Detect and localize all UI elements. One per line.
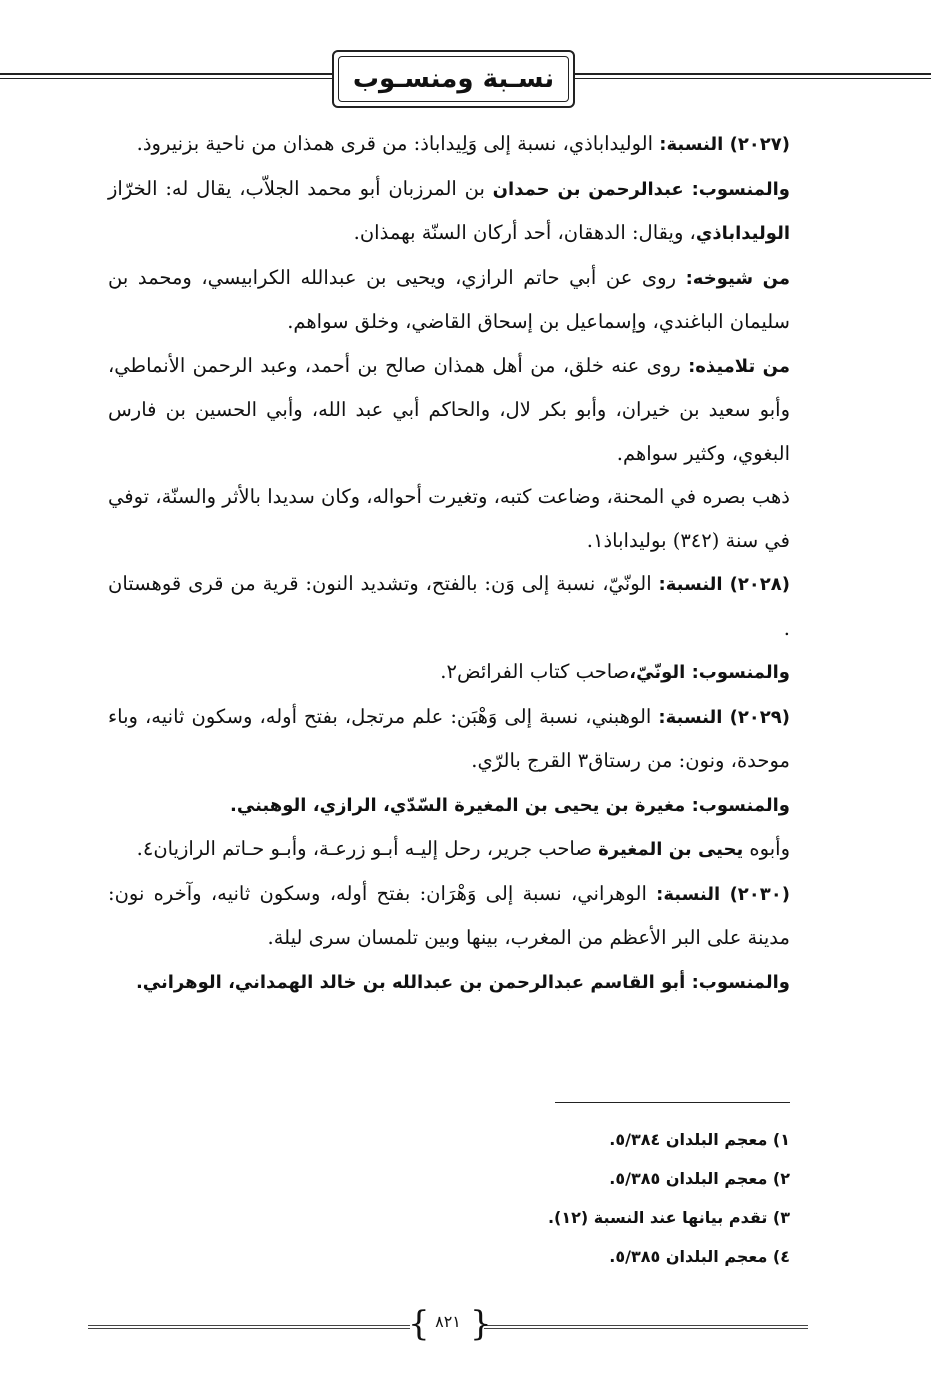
paragraph-lead: (٢٠٣٠) النسبة: xyxy=(656,883,790,905)
paragraph-text: صاحب جرير، رحل إليـه أبـو زرعـة، وأبـو حـاتم الرازيان٤. xyxy=(136,837,599,860)
footnote: ٢) معجم البلدان ٥/٣٨٥. xyxy=(609,1169,790,1188)
page-title: نسـبة ومنسـوب xyxy=(338,56,569,102)
header-rule-right xyxy=(575,73,931,79)
paragraph xyxy=(108,872,790,960)
right-brace-ornament: } xyxy=(470,1304,492,1344)
paragraph-text: روى عنه خلق، من أهل همذان صالح بن أحمد، وعبد الرحمن الأنماطي، وأبو سعيد بن خيران، وأبو بكر لال، والحاكم أبي عبد الله، وأبي الحسين بن فارس البغوي، وكثير سواهم. xyxy=(108,353,790,465)
paragraph-text: ذهب بصره في المحنة، وضاعت كتبه، وتغيرت أحواله، وكان سديدا بالأثر والسنّة، توفي في سنة (٣٤٢) بوليداباذ١. xyxy=(108,485,790,552)
paragraph-bold: يحيى بن المغيرة xyxy=(598,839,744,860)
paragraph-text: وأبوه xyxy=(743,837,790,860)
paragraph-text: روى عن أبي حاتم الرازي، ويحيى بن عبدالله الكرابيسي، ومحمد بن سليمان الباغندي، وإسماعيل بن إسحاق القاضي، وخلق سواهم. xyxy=(108,265,790,333)
paragraph-lead: والمنسوب: الونّيّ، xyxy=(629,662,790,683)
paragraph-lead: والمنسوب: مغيرة بن يحيى بن المغيرة السّدّي، الرازي، الوهبني. xyxy=(230,794,790,816)
paragraph-lead: من شيوخه: xyxy=(685,267,791,289)
paragraph xyxy=(108,475,790,562)
paragraph-lead: والمنسوب: أبو القاسم عبدالرحمن بن عبدالله بن خالد الهمداني، الوهراني. xyxy=(135,971,790,993)
paragraph xyxy=(108,827,790,872)
paragraph-lead: (٢٠٢٨) النسبة: xyxy=(658,574,790,595)
footnote-separator xyxy=(555,1102,790,1103)
paragraph-bold: الوليداباذي xyxy=(695,223,790,244)
footer-rule-left xyxy=(88,1325,410,1329)
page-number: ٨٢١ xyxy=(435,1312,461,1331)
paragraph-text: صاحب كتاب الفرائض٢. xyxy=(440,660,630,683)
footnote: ٤) معجم البلدان ٥/٣٨٥. xyxy=(609,1247,790,1266)
paragraph-lead: من تلاميذه: xyxy=(688,355,791,377)
paragraph-lead: (٢٠٢٧) النسبة: xyxy=(659,134,790,155)
header-title-frame xyxy=(332,50,575,108)
paragraph-text: الوهبني، نسبة إلى وَهْبَن: علم مرتجل، بفتح أوله، وسكون ثانيه، وباء موحدة، ونون: من رستاق٣ القرج بالرّي. xyxy=(108,704,790,772)
paragraph xyxy=(108,344,790,476)
paragraph xyxy=(108,256,790,344)
footnote: ٣) تقدم بيانها عند النسبة (١٢). xyxy=(547,1208,790,1227)
paragraph xyxy=(108,960,790,1005)
paragraph-text: الوليداباذي، نسبة إلى وَلِيداباذ: من قرى همذان من ناحية بزنيروذ. xyxy=(136,132,660,155)
footer-rule-right xyxy=(484,1325,808,1329)
footnotes xyxy=(360,1120,790,1276)
paragraph xyxy=(108,650,790,695)
paragraph-lead: (٢٠٢٩) النسبة: xyxy=(658,706,790,728)
footnote: ١) معجم البلدان ٥/٣٨٤. xyxy=(609,1130,790,1149)
paragraph-text: الوهراني، نسبة إلى وَهْرَان: بفتح أوله، وسكون ثانيه، وآخره نون: مدينة على البر الأعظم من المغرب، بينها وبين تلمسان سرى ليلة. xyxy=(108,881,790,949)
paragraph-text: ، ويقال: الدهقان، أحد أركان السنّة بهمذان. xyxy=(353,221,696,244)
paragraph-text: بن المرزبان أبو محمد الجلاّب، يقال له: الخرّاز xyxy=(108,176,493,200)
paragraph xyxy=(108,167,790,256)
paragraph xyxy=(108,783,790,828)
header-rule-left xyxy=(0,73,332,79)
paragraph xyxy=(108,695,790,783)
paragraph xyxy=(108,122,790,167)
paragraph-lead: والمنسوب: عبدالرحمن بن حمدان xyxy=(492,178,790,200)
left-brace-ornament: { xyxy=(408,1304,430,1344)
paragraph-text: الونّيّ، نسبة إلى وَن: بالفتح، وتشديد النون: قرية من قرى قوهستان . xyxy=(108,572,790,640)
main-text xyxy=(108,122,790,1004)
paragraph xyxy=(108,562,790,650)
